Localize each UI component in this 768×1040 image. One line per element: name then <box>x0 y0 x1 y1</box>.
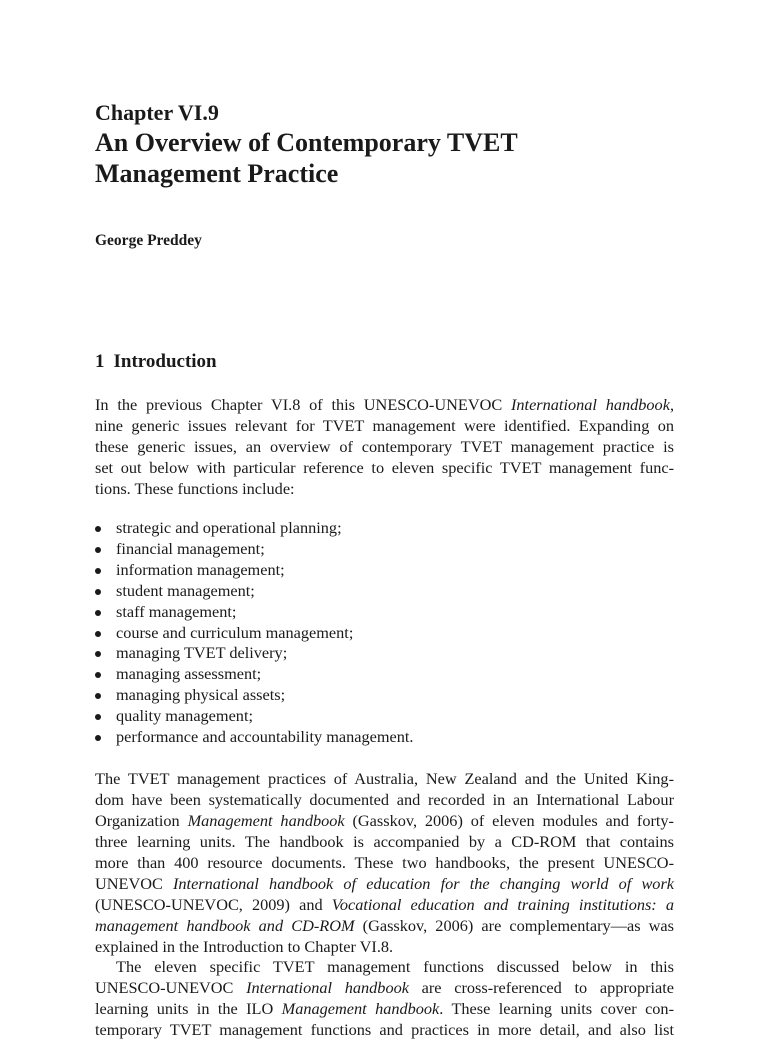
section-heading <box>95 349 217 375</box>
list-item: student management; <box>95 581 413 602</box>
author-name: George Preddey <box>95 232 202 249</box>
text-line: temporary TVET management functions and practices in more detail, and also list <box>95 1020 674 1039</box>
list-item: managing assessment; <box>95 664 413 685</box>
text-line: (UNESCO-UNEVOC, 2009) and Vocational education and training institutions: a <box>95 895 674 914</box>
text-line: set out below with particular reference to eleven specific TVET management func- <box>95 458 674 477</box>
chapter-title-line-1: An Overview of Contemporary TVET <box>95 128 518 157</box>
list-item: quality management; <box>95 706 413 727</box>
bullet-icon <box>95 714 101 720</box>
text-line: management handbook and CD-ROM (Gasskov, 2006) are complementary—as was <box>95 916 674 935</box>
list-item: financial management; <box>95 539 413 560</box>
text-line: learning units in the ILO Management handbook. These learning units cover con- <box>95 999 674 1018</box>
chapter-label: Chapter VI.9 <box>95 100 219 125</box>
bullet-icon <box>95 651 101 657</box>
list-item: course and curriculum management; <box>95 623 413 644</box>
list-item: performance and accountability management. <box>95 727 413 748</box>
intro-paragraph <box>95 394 674 499</box>
text-line: three learning units. The handbook is accompanied by a CD-ROM that contains <box>95 832 674 851</box>
text-line: UNEVOC International handbook of education for the changing world of work <box>95 874 675 893</box>
text-line: UNESCO-UNEVOC International handbook are cross-referenced to appropriate <box>95 978 675 997</box>
bullet-icon <box>95 547 101 553</box>
section-title: Introduction <box>113 351 217 372</box>
list-item: strategic and operational planning; <box>95 518 413 539</box>
bullet-icon <box>95 693 101 699</box>
text-line: tions. These functions include: <box>95 479 295 498</box>
text-line: The eleven specific TVET management functions discussed below in this <box>116 957 674 976</box>
paragraph-3 <box>95 956 674 1040</box>
text-line: The TVET management practices of Australia, New Zealand and the United King- <box>95 769 674 788</box>
bullet-icon <box>95 631 101 637</box>
chapter-title-line-2: Management Practice <box>95 159 339 188</box>
bullet-icon <box>95 610 101 616</box>
paragraph-2 <box>95 768 674 957</box>
chapter-title <box>95 127 674 189</box>
text-line: explained in the Introduction to Chapter VI.8. <box>95 937 394 956</box>
bullet-icon <box>95 735 101 741</box>
list-item: managing physical assets; <box>95 685 413 706</box>
list-item: managing TVET delivery; <box>95 643 413 664</box>
text-line: dom have been systematically documented and recorded in an International Labour <box>95 790 674 809</box>
list-item: staff management; <box>95 602 413 623</box>
bullet-icon <box>95 589 101 595</box>
bullet-icon <box>95 568 101 574</box>
text-line: Organization Management handbook (Gasskov, 2006) of eleven modules and forty- <box>95 811 674 830</box>
bullet-icon <box>95 672 101 678</box>
text-line: In the previous Chapter VI.8 of this UNESCO-UNEVOC International handbook, <box>95 395 675 414</box>
bullet-icon <box>95 526 101 532</box>
section-number: 1 <box>95 351 105 372</box>
text-line: nine generic issues relevant for TVET management were identified. Expanding on <box>95 416 674 435</box>
list-item: information management; <box>95 560 413 581</box>
functions-list <box>95 518 413 748</box>
text-line: these generic issues, an overview of contemporary TVET management practice is <box>95 437 674 456</box>
text-line: more than 400 resource documents. These two handbooks, the present UNESCO- <box>95 853 674 872</box>
